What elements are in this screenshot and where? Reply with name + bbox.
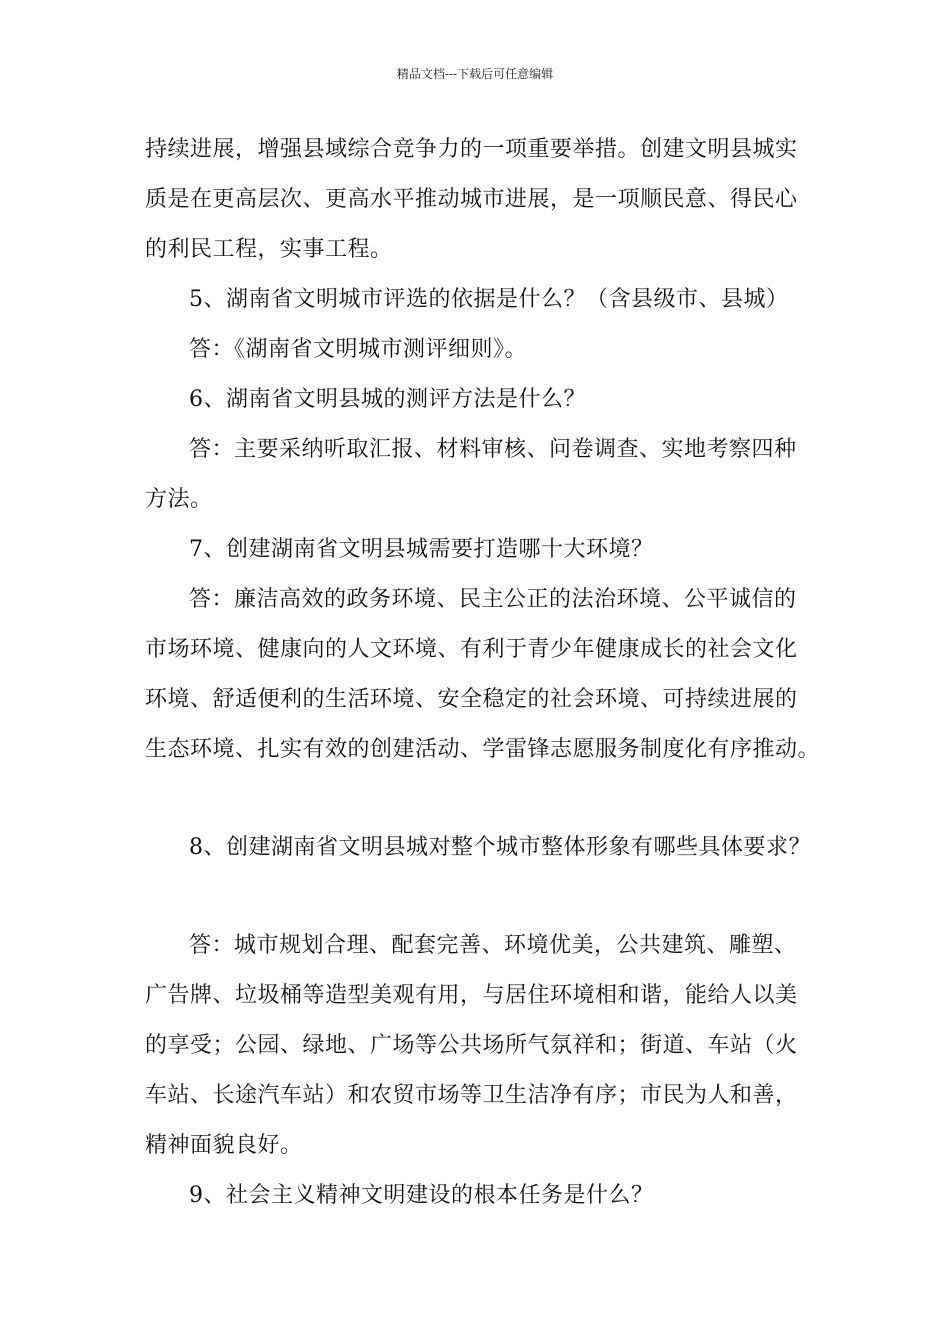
question-7: 7、创建湖南省文明县城需要打造哪十大环境？ — [189, 537, 654, 562]
body-line: 车站、长途汽车站）和农贸市场等卫生洁净有序；市民为人和善， — [145, 1083, 798, 1108]
question-8: 8、创建湖南省文明县城对整个城市整体形象有哪些具体要求？ — [189, 835, 811, 860]
answer-6: 答：主要采纳听取汇报、材料审核、问卷调查、实地考察四种 — [189, 437, 797, 462]
body-line: 的享受；公园、绿地、广场等公共场所气氛祥和；街道、车站（火 — [145, 1033, 798, 1058]
body-line: 生态环境、扎实有效的创建活动、学雷锋志愿服务制度化有序推动。 — [145, 737, 821, 762]
page-header: 精品文档---下载后可任意编辑 — [396, 67, 554, 81]
body-line: 持续进展，增强县域综合竞争力的一项重要举措。创建文明县城实 — [145, 137, 798, 162]
question-5: 5、湖南省文明城市评选的依据是什么？（含县级市、县城） — [189, 287, 789, 312]
answer-7: 答：廉洁高效的政务环境、民主公正的法治环境、公平诚信的 — [189, 587, 797, 612]
answer-8: 答：城市规划合理、配套完善、环境优美，公共建筑、雕塑、 — [189, 933, 797, 958]
question-9: 9、社会主义精神文明建设的根本任务是什么？ — [189, 1183, 654, 1208]
body-line: 环境、舒适便利的生活环境、安全稳定的社会环境、可持续进展的 — [145, 687, 798, 712]
body-line: 方法。 — [145, 487, 213, 512]
answer-5: 答：《湖南省文明城市测评细则》。 — [189, 337, 528, 362]
body-line: 市场环境、健康向的人文环境、有利于青少年健康成长的社会文化 — [145, 637, 798, 662]
body-line: 的利民工程，实事工程。 — [145, 237, 393, 262]
body-line: 广告牌、垃圾桶等造型美观有用，与居住环境相和谐，能给人以美 — [145, 983, 798, 1008]
body-line: 质是在更高层次、更高水平推动城市进展，是一项顺民意、得民心 — [145, 187, 798, 212]
question-6: 6、湖南省文明县城的测评方法是什么？ — [189, 387, 586, 412]
body-line: 精神面貌良好。 — [145, 1133, 303, 1158]
